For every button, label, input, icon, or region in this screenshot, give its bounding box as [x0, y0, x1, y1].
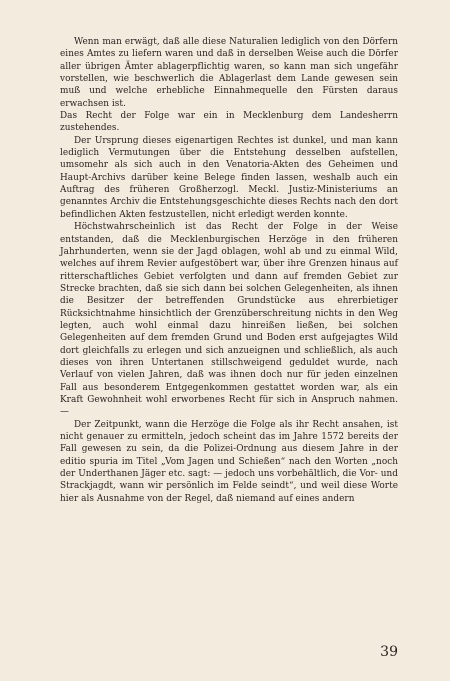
paragraph: Das Recht der Folge war ein in Mecklenburg dem Landesherrn zustehendes.	[60, 111, 398, 134]
body-text	[60, 36, 398, 505]
paragraph: Wenn man erwägt, daß alle diese Naturalien lediglich von den Dörfern eines Amtes zu liefern waren und daß in derselben Weise auch die Dörfer aller übrigen Ämter ablagerpflichtig waren, so kann man sich ungefähr vorstellen, wie beschwerlich die Ablagerlast dem Lande gewesen sein muß und welche erhebliche Einnahmequelle den Fürsten daraus erwachsen ist.	[60, 37, 398, 109]
paragraph: Der Ursprung dieses eigenartigen Rechtes ist dunkel, und man kann lediglich Vermutungen über die Entstehung desselben aufstellen, umsomehr als sich auch in den Venatoria-Akten des Geheimen und Haupt-Archivs darüber keine Belege finden lassen, weshalb auch ein Auftrag des früheren Großherzogl. Meckl. Justiz-Ministeriums an genanntes Archiv die Entstehungsgeschichte dieses Rechts nach den dort befindlichen Akten festzustellen, nicht erledigt werden konnte.	[60, 135, 398, 220]
page-number: 39	[380, 644, 398, 660]
paragraph: Höchstwahrscheinlich ist das Recht der Folge in der Weise entstanden, daß die Mecklenburgischen Herzöge in den früheren Jahrhunderten, wenn sie der Jagd oblagen, wohl ab und zu einmal Wild, welches auf ihrem Revier aufgestöbert war, über ihre Grenzen hinaus auf ritterschaftliches Gebiet verfolgten und dann auf fremden Gebiet zur Strecke brachten, daß sie sich dann bei solchen Gelegenheiten, als ihnen die Besitzer der betreffenden Grundstücke aus ehrerbietiger Rücksichtnahme hinsichtlich der Grenzüberschreitung nichts in den Weg legten, auch wohl einmal dazu hinreißen ließen, bei solchen Gelegenheiten auf dem fremden Grund und Boden erst aufgejagtes Wild dort gleichfalls zu erlegen und sich anzueignen und schließlich, als auch dieses von ihren Untertanen stillschweigend geduldet wurde, nach Verlauf von vielen Jahren, daß was ihnen doch nur für jeden einzelnen Fall aus besonderem Entgegenkommen gestattet worden war, als ein Kraft Gewohnheit wohl erworbenes Recht für sich in Anspruch nahmen. —	[60, 222, 398, 418]
paragraph: Der Zeitpunkt, wann die Herzöge die Folge als ihr Recht ansahen, ist nicht genauer zu ermitteln, jedoch scheint das im Jahre 1572 bereits der Fall gewesen zu sein, da die Polizei-Ordnung aus diesem Jahre in der editio spuria im Titel „Vom Jagen und Schießen“ nach den Worten „noch der Underthanen Jäger etc. sagt: — jedoch uns vorbehältlich, die Vor- und Strackjagdt, wann wir persönlich im Felde seindt“, und weil diese Worte hier als Ausnahme von der Regel, daß niemand auf eines andern	[60, 419, 398, 504]
